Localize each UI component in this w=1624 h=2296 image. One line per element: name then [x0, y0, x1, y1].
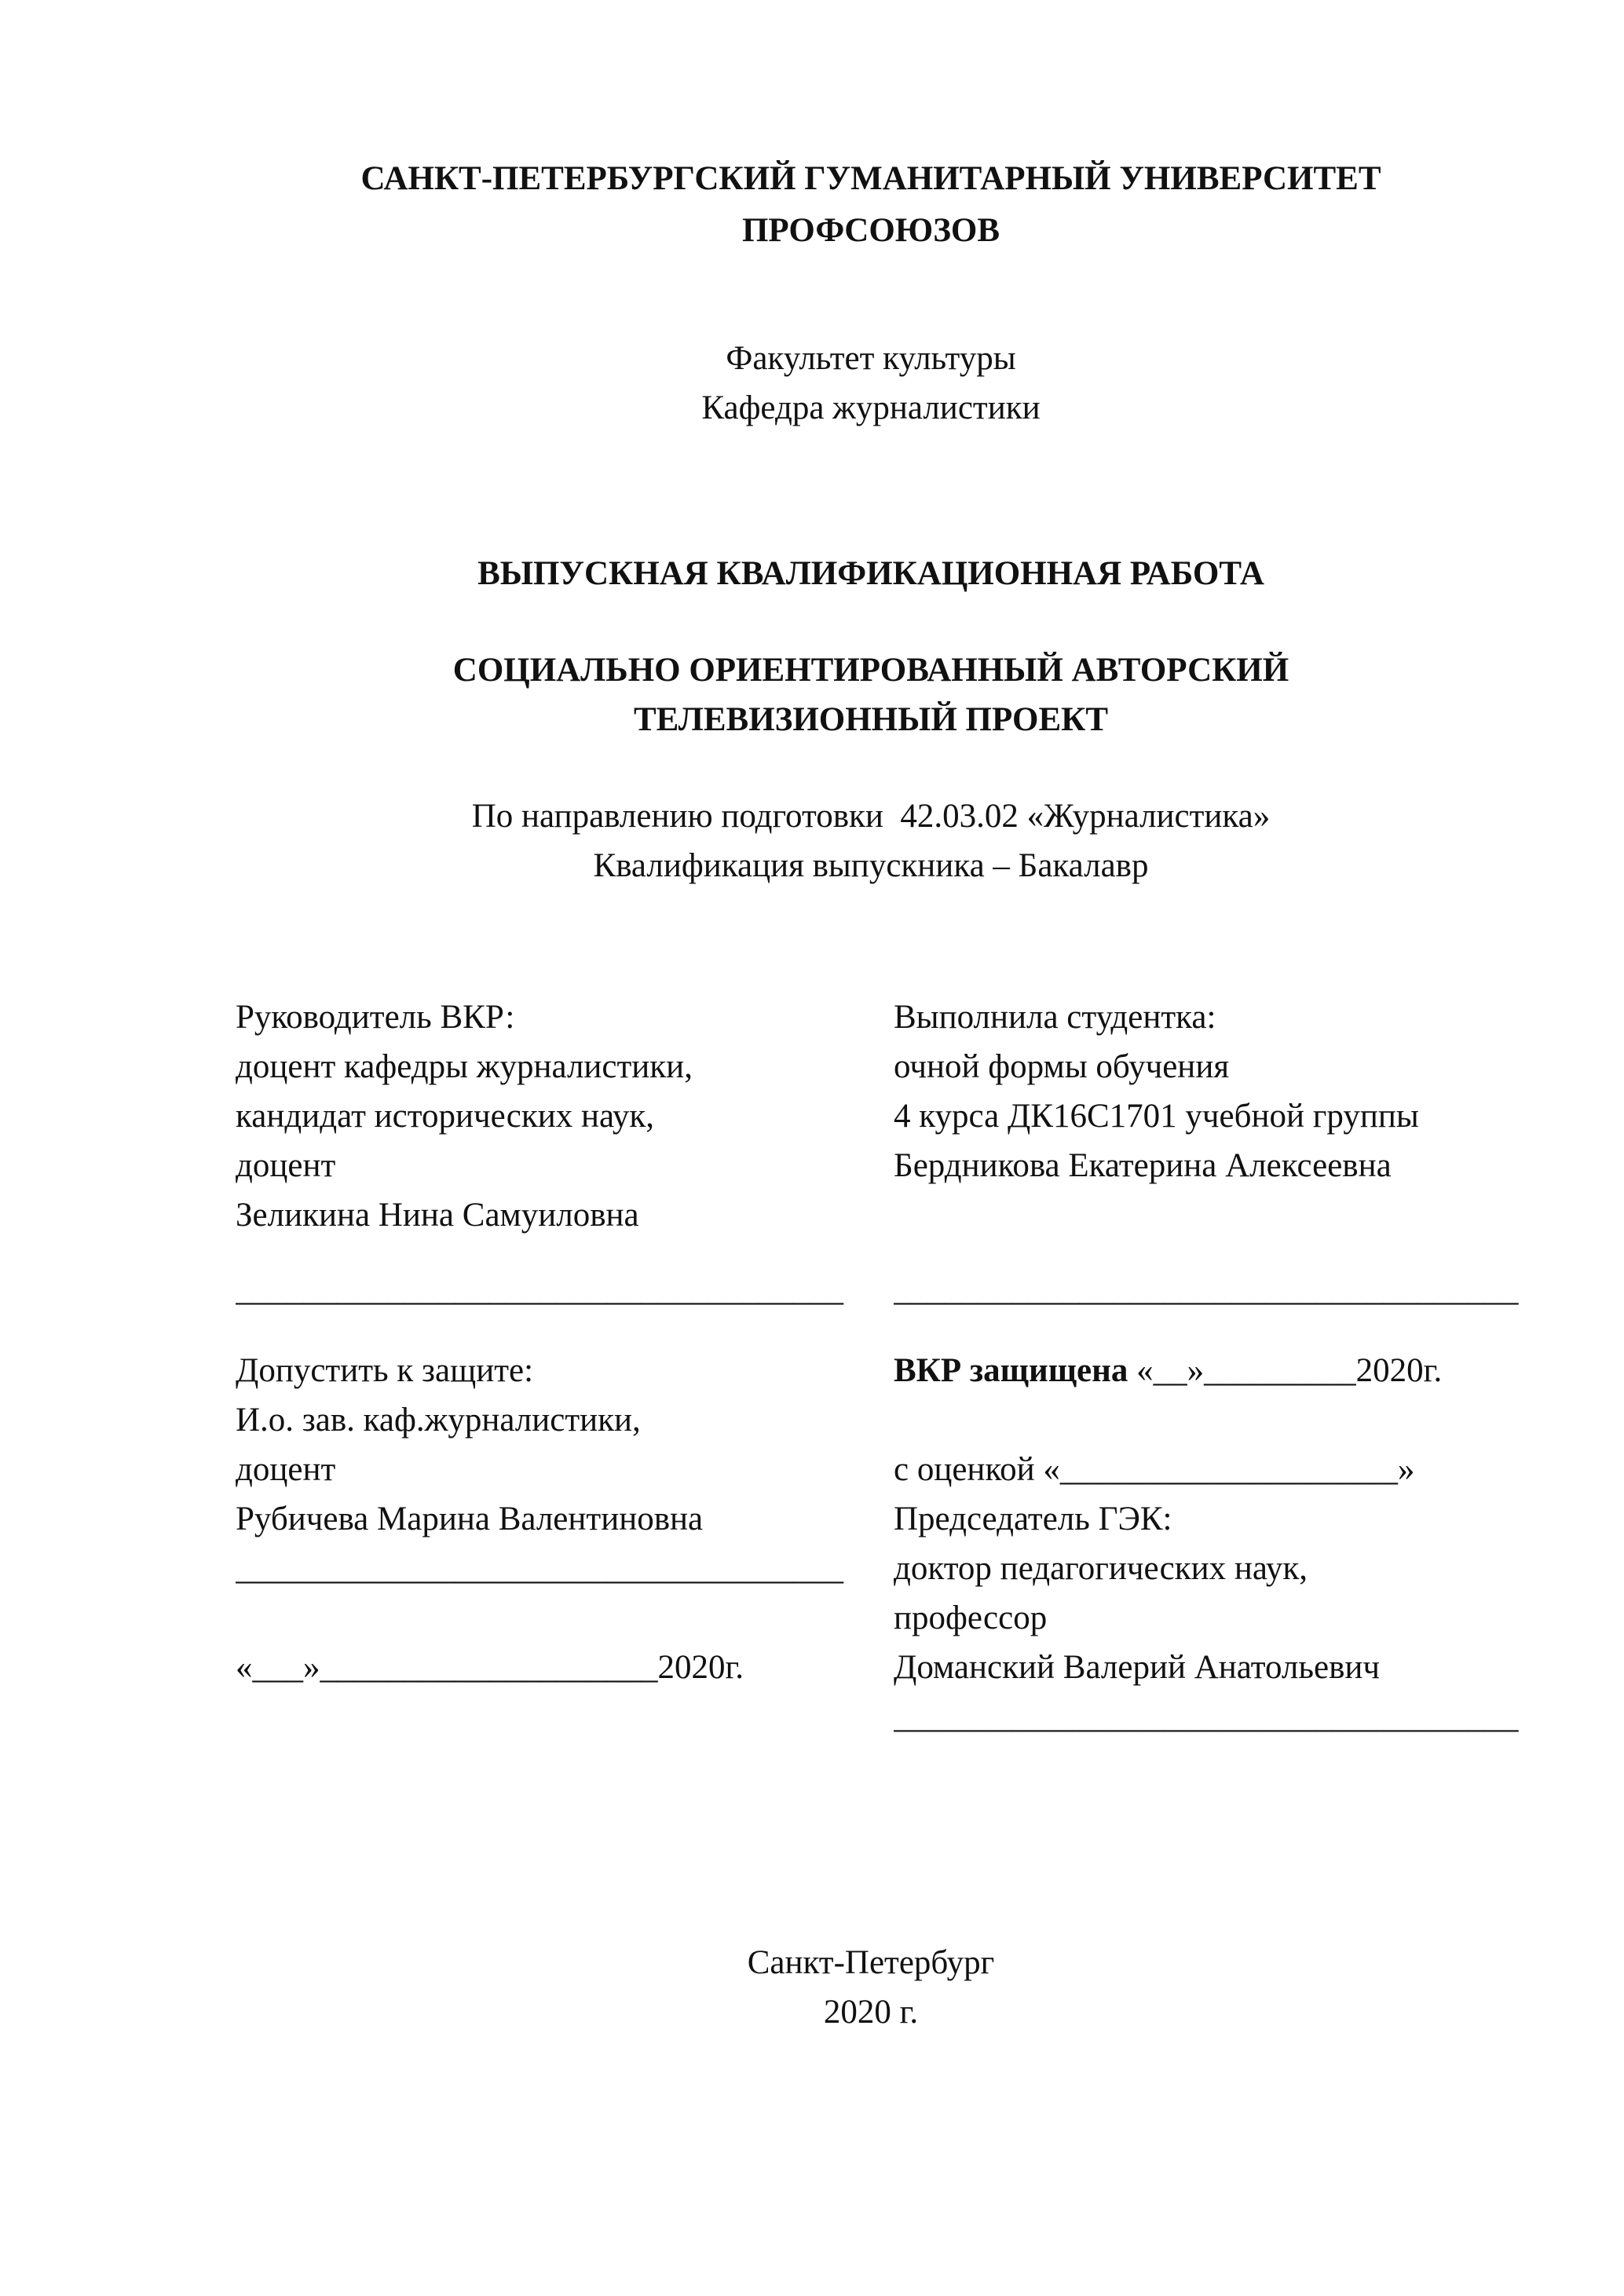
admission-label: Допустить к защите: [236, 1352, 534, 1389]
defense-chairman-rank: профессор [894, 1600, 1048, 1636]
direction-block [236, 792, 1506, 890]
thesis-title-line2: ТЕЛЕВИЗИОННЫЙ ПРОЕКТ [634, 701, 1108, 738]
student-form: очной формы обучения [894, 1048, 1230, 1085]
defense-chairman-degree: доктор педагогических наук, [894, 1550, 1308, 1587]
department: Кафедра журналистики [701, 389, 1041, 426]
supervisor-student-section [236, 993, 1519, 1314]
supervisor-position-line3: доцент [236, 1147, 336, 1184]
admission-signature-line: ____________________________________ [236, 1550, 843, 1587]
faculty: Факультет культуры [726, 340, 1016, 377]
admission-position-line2: доцент [236, 1451, 336, 1488]
admission-name: Рубичева Марина Валентиновна [236, 1501, 704, 1537]
defense-chairman-label: Председатель ГЭК: [894, 1501, 1172, 1537]
university-name-line2: ПРОФСОЮЗОВ [741, 212, 1000, 249]
university-header [236, 153, 1506, 257]
defense-column [894, 1346, 1519, 1742]
defense-defended-rest: «__»_________2020г. [1128, 1352, 1443, 1389]
footer-year: 2020 г. [823, 1994, 919, 2031]
defense-defended-line [894, 1346, 1519, 1395]
qualification: Квалификация выпускника – Бакалавр [593, 847, 1149, 884]
university-name-line1: САНКТ-ПЕТЕРБУРГСКИЙ ГУМАНИТАРНЫЙ УНИВЕРСИТЕТ [360, 160, 1381, 197]
direction: По направлению подготовки 42.03.02 «Журналистика» [471, 798, 1271, 835]
defense-signature-line: _____________________________________ [894, 1698, 1519, 1735]
supervisor-name: Зеликина Нина Самуиловна [236, 1197, 639, 1234]
defense-defended-bold: ВКР защищена [894, 1352, 1128, 1389]
admission-date-line: «___»____________________2020г. [236, 1649, 744, 1686]
supervisor-column [236, 993, 894, 1314]
work-type-block [236, 549, 1506, 598]
student-column [894, 993, 1519, 1314]
supervisor-position-line2: кандидат исторических наук, [236, 1098, 655, 1135]
work-type: ВЫПУСКНАЯ КВАЛИФИКАЦИОННАЯ РАБОТА [477, 555, 1264, 592]
supervisor-label: Руководитель ВКР: [236, 999, 515, 1036]
defense-grade-line: с оценкой «____________________» [894, 1451, 1415, 1488]
defense-chairman-name: Доманский Валерий Анатольевич [894, 1649, 1381, 1686]
supervisor-signature-line: ____________________________________ [236, 1271, 843, 1308]
admission-position-line1: И.о. зав. каф.журналистики, [236, 1402, 641, 1439]
admission-column [236, 1346, 894, 1742]
thesis-title [236, 645, 1506, 744]
student-label: Выполнила студентка: [894, 999, 1216, 1036]
student-signature-line: _____________________________________ [894, 1271, 1519, 1308]
footer-city: Санкт-Петербург [747, 1944, 995, 1981]
admission-defense-section [236, 1346, 1519, 1742]
footer-block [236, 1938, 1506, 2037]
student-name: Бердникова Екатерина Алексеевна [894, 1147, 1392, 1184]
thesis-title-line1: СОЦИАЛЬНО ОРИЕНТИРОВАННЫЙ АВТОРСКИЙ [452, 652, 1289, 689]
student-group: 4 курса ДК16С1701 учебной группы [894, 1098, 1419, 1135]
faculty-block [236, 334, 1506, 433]
supervisor-position-line1: доцент кафедры журналистики, [236, 1048, 693, 1085]
